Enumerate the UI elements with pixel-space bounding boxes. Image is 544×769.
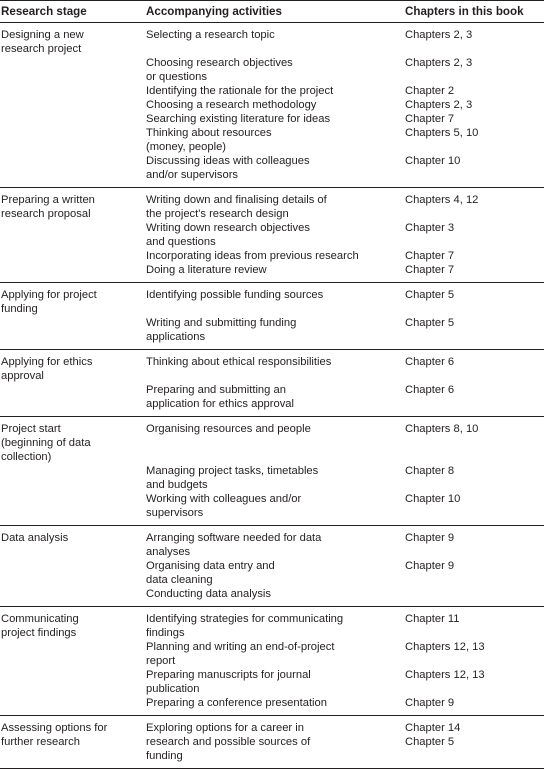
chapters-text: Chapter 9 (405, 697, 455, 709)
chapters-cell (405, 23, 544, 57)
chapters-text: Chapter 2 (405, 85, 455, 97)
table-row (0, 668, 544, 696)
activity-text: Incorporating ideas from previous research (146, 250, 359, 262)
activity-text: supervisors (146, 507, 204, 519)
chapters-cell (405, 188, 544, 222)
activity-text: Preparing a conference presentation (146, 697, 327, 709)
activity-text: data cleaning (146, 574, 213, 586)
activity-cell (146, 607, 405, 641)
activity-cell (146, 221, 405, 249)
chapters-cell (405, 607, 544, 641)
stage-text: (beginning of data (1, 437, 91, 449)
chapters-text: Chapter 5 (405, 736, 455, 748)
activity-text: or questions (146, 71, 207, 83)
activity-text: Doing a literature review (146, 264, 267, 276)
chapters-text: Chapters 4, 12 (405, 194, 479, 206)
activity-cell (146, 23, 405, 57)
activity-cell (146, 154, 405, 188)
stage-text: further research (1, 736, 80, 748)
activity-text: Identifying the rationale for the project (146, 85, 334, 97)
table-row (0, 283, 544, 317)
table-row (0, 221, 544, 249)
chapters-cell (405, 249, 544, 263)
chapters-text: Chapter 14 (405, 722, 461, 734)
activity-cell (146, 668, 405, 696)
stage-cell (0, 668, 146, 696)
stage-cell (0, 221, 146, 249)
chapters-cell (405, 283, 544, 317)
activity-cell (146, 263, 405, 283)
activity-cell (146, 283, 405, 317)
table-row (0, 492, 544, 526)
table-header (0, 1, 544, 23)
stage-cell (0, 417, 146, 465)
table-row (0, 249, 544, 263)
chapters-cell (405, 154, 544, 188)
activity-text: Identifying possible funding sources (146, 289, 324, 301)
activity-text: Managing project tasks, timetables (146, 465, 319, 477)
activity-cell (146, 188, 405, 222)
stage-cell (0, 640, 146, 668)
table-row (0, 417, 544, 465)
chapters-text: Chapter 5 (405, 289, 455, 301)
table-row (0, 587, 544, 607)
stage-text: research project (1, 43, 82, 55)
activity-cell (146, 640, 405, 668)
table-row (0, 126, 544, 154)
table-row (0, 350, 544, 384)
chapters-text: Chapter 7 (405, 113, 455, 125)
stage-cell (0, 696, 146, 716)
chapters-cell (405, 112, 544, 126)
activity-text: Preparing manuscripts for journal (146, 669, 311, 681)
chapters-cell (405, 350, 544, 384)
activity-text: Planning and writing an end-of-project (146, 641, 335, 653)
header-chapters: Chapters in this book (405, 1, 544, 23)
activity-text: Thinking about resources (146, 127, 272, 139)
chapters-cell (405, 316, 544, 350)
chapters-text: Chapters 12, 13 (405, 641, 485, 653)
table-row (0, 607, 544, 641)
stage-cell (0, 607, 146, 641)
stage-cell (0, 249, 146, 263)
activity-text: Exploring options for a career in (146, 722, 304, 734)
table-row (0, 154, 544, 188)
chapters-text: Chapter 10 (405, 493, 461, 505)
chapters-cell (405, 640, 544, 668)
activity-cell (146, 526, 405, 560)
chapters-text: Chapters 2, 3 (405, 29, 473, 41)
activity-text: funding (146, 750, 183, 762)
activity-text: Selecting a research topic (146, 29, 275, 41)
activity-text: Thinking about ethical responsibilities (146, 356, 332, 368)
table-row (0, 316, 544, 350)
stage-cell (0, 587, 146, 607)
chapters-cell (405, 559, 544, 587)
table-row (0, 716, 544, 769)
chapters-cell (405, 56, 544, 84)
table-row (0, 188, 544, 222)
activity-text: application for ethics approval (146, 398, 295, 410)
chapters-cell (405, 383, 544, 417)
stage-cell (0, 98, 146, 112)
table-row (0, 559, 544, 587)
activity-text: Organising resources and people (146, 423, 311, 435)
activity-text: Writing down and finalising details of (146, 194, 327, 206)
activity-text: and questions (146, 236, 216, 248)
chapters-cell (405, 587, 544, 607)
stage-text: project findings (1, 627, 77, 639)
stage-cell (0, 316, 146, 350)
stage-text: Designing a new (1, 29, 84, 41)
activity-text: applications (146, 331, 206, 343)
chapters-text: Chapter 9 (405, 532, 455, 544)
activity-cell (146, 249, 405, 263)
chapters-text: Chapter 8 (405, 465, 455, 477)
activity-text: Choosing research objectives (146, 57, 293, 69)
activity-text: and/or supervisors (146, 169, 239, 181)
activity-cell (146, 696, 405, 716)
activity-text: Preparing and submitting an (146, 384, 286, 396)
stage-cell (0, 263, 146, 283)
stage-cell (0, 350, 146, 384)
activity-cell (146, 84, 405, 98)
activity-cell (146, 56, 405, 84)
table-row (0, 526, 544, 560)
activity-cell (146, 587, 405, 607)
stage-cell (0, 559, 146, 587)
chapters-cell (405, 126, 544, 154)
stage-text: research proposal (1, 208, 91, 220)
activity-text: Writing and submitting funding (146, 317, 297, 329)
table-row (0, 56, 544, 84)
activity-cell (146, 112, 405, 126)
stage-text: Preparing a written (1, 194, 95, 206)
stage-cell (0, 154, 146, 188)
activity-text: Organising data entry and (146, 560, 275, 572)
chapters-text: Chapters 8, 10 (405, 423, 479, 435)
table-body (0, 23, 544, 769)
activity-text: Identifying strategies for communicating (146, 613, 344, 625)
stage-text: Project start (1, 423, 61, 435)
chapters-cell (405, 696, 544, 716)
activity-text: Choosing a research methodology (146, 99, 317, 111)
activity-text: research and possible sources of (146, 736, 311, 748)
table-row (0, 23, 544, 57)
activity-text: findings (146, 627, 185, 639)
stage-cell (0, 23, 146, 57)
table-row (0, 112, 544, 126)
stage-text: Applying for project (1, 289, 97, 301)
chapters-cell (405, 417, 544, 465)
stage-cell (0, 283, 146, 317)
activity-cell (146, 350, 405, 384)
chapters-text: Chapter 6 (405, 384, 455, 396)
chapters-text: Chapter 9 (405, 560, 455, 572)
stage-cell (0, 84, 146, 98)
activity-text: and budgets (146, 479, 208, 491)
table-row (0, 696, 544, 716)
activity-cell (146, 559, 405, 587)
chapters-text: Chapters 2, 3 (405, 57, 473, 69)
chapters-cell (405, 492, 544, 526)
activity-text: analyses (146, 546, 191, 558)
chapters-text: Chapters 12, 13 (405, 669, 485, 681)
chapters-text: Chapter 10 (405, 155, 461, 167)
stage-text: collection) (1, 451, 52, 463)
header-row (0, 1, 544, 23)
stage-cell (0, 492, 146, 526)
stage-cell (0, 526, 146, 560)
activity-text: the project's research design (146, 208, 289, 220)
stage-cell (0, 188, 146, 222)
stage-cell (0, 464, 146, 492)
stage-cell (0, 56, 146, 84)
activity-cell (146, 492, 405, 526)
chapters-cell (405, 221, 544, 249)
chapters-text: Chapter 7 (405, 264, 455, 276)
activity-text: publication (146, 683, 200, 695)
activity-text: Conducting data analysis (146, 588, 272, 600)
activity-cell (146, 98, 405, 112)
chapters-text: Chapter 5 (405, 317, 455, 329)
activity-text: Arranging software needed for data (146, 532, 322, 544)
stage-text: Assessing options for (1, 722, 108, 734)
chapters-cell (405, 526, 544, 560)
activity-cell (146, 126, 405, 154)
chapters-cell (405, 84, 544, 98)
activity-text: Discussing ideas with colleagues (146, 155, 310, 167)
activity-text: Searching existing literature for ideas (146, 113, 331, 125)
activity-cell (146, 417, 405, 465)
activity-cell (146, 716, 405, 769)
stage-text: Applying for ethics (1, 356, 93, 368)
chapters-text: Chapter 6 (405, 356, 455, 368)
chapters-text: Chapter 11 (405, 613, 460, 625)
chapters-text: Chapters 5, 10 (405, 127, 479, 139)
activity-text: (money, people) (146, 141, 227, 153)
chapters-cell (405, 98, 544, 112)
chapters-text: Chapter 3 (405, 222, 455, 234)
chapters-text: Chapters 2, 3 (405, 99, 473, 111)
table-row (0, 464, 544, 492)
chapters-cell (405, 668, 544, 696)
header-research-stage: Research stage (0, 1, 146, 23)
stage-cell (0, 383, 146, 417)
stage-cell (0, 126, 146, 154)
chapters-cell (405, 464, 544, 492)
stage-text: Data analysis (1, 532, 69, 544)
table-row (0, 263, 544, 283)
activity-text: Writing down research objectives (146, 222, 310, 234)
stage-cell (0, 112, 146, 126)
chapters-cell (405, 716, 544, 769)
activity-cell (146, 464, 405, 492)
stage-cell (0, 716, 146, 769)
stage-text: funding (1, 303, 38, 315)
table-row (0, 640, 544, 668)
activity-text: Working with colleagues and/or (146, 493, 302, 505)
stage-text: Communicating (1, 613, 79, 625)
table-row (0, 383, 544, 417)
activity-text: report (146, 655, 176, 667)
activity-cell (146, 316, 405, 350)
table-row (0, 98, 544, 112)
stage-text: approval (1, 370, 44, 382)
header-accompanying-activities: Accompanying activities (146, 1, 405, 23)
chapters-text: Chapter 7 (405, 250, 455, 262)
activity-cell (146, 383, 405, 417)
chapters-cell (405, 263, 544, 283)
table-row (0, 84, 544, 98)
